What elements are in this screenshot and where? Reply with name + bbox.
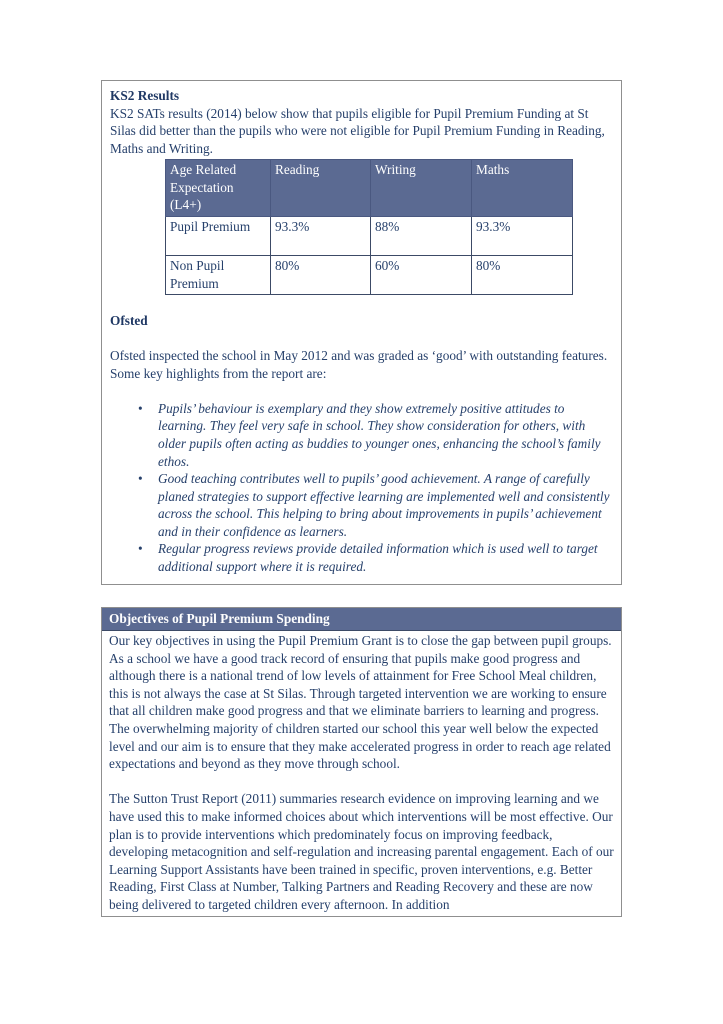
cell-maths: 93.3%: [472, 217, 573, 256]
table-row: [166, 256, 573, 295]
objectives-paragraph-2: The Sutton Trust Report (2011) summaries research evidence on improving learning and we have used this to make informed choices about which interventions will be most effective. Our plan is to provide interventions which predominately focus on improving feedback, developing metacognition and self-regulation and increasing parental engagement. Each of our Learning Support Assistants have been trained in specific, proven interventions, e.g. Better Reading, First Class at Number, Talking Partners and Reading Recovery and these are now being delivered to targeted children every afternoon. In addition: [109, 791, 614, 912]
paragraph-gap: [109, 773, 614, 791]
ks2-heading: KS2 Results: [110, 88, 180, 103]
list-item-text: Pupils’ behaviour is exemplary and they show extremely positive attitudes to learning. They feel very safe in school. They show consideration for others, with older pupils often acting as buddies to younger ones, enhancing the school’s family ethos.: [158, 400, 601, 469]
ofsted-bullets-spacer: [110, 382, 613, 400]
cell-row-label: Non Pupil Premium: [166, 256, 271, 295]
table-header-writing: Writing: [371, 160, 472, 217]
ofsted-intro-paragraph: Ofsted inspected the school in May 2012 and was graded as ‘good’ with outstanding features. Some key highlights from the report are:: [110, 347, 608, 381]
ks2-results-table: [165, 159, 573, 295]
table-header-maths: Maths: [472, 160, 573, 217]
table-header-row: [166, 160, 573, 217]
list-item-text: Good teaching contributes well to pupils’ good achievement. A range of carefully planed strategies to support effective learning are implemented well and consistently across the school. This helping to bring about improvements in pupils’ achievement and in their confidence as learners.: [158, 471, 610, 539]
cell-maths: 80%: [472, 256, 573, 295]
table-header-reading: Reading: [271, 160, 371, 217]
list-item: [110, 400, 613, 470]
objectives-paragraph-1: Our key objectives in using the Pupil Premium Grant is to close the gap between pupil groups. As a school we have a good track record of ensuring that pupils make good progress and although there is a national trend of low levels of attainment for Free School Meal children, this is not always the case at St Silas. Through targeted intervention we are working to ensure that all children make good progress and that we eliminate barriers to learning and progress. The overwhelming majority of children started our school this year well below the expected level and our aim is to ensure that they make accelerated progress in order to reach age related expectations and beyond as they move through school.: [109, 633, 612, 772]
list-item-text: Regular progress reviews provide detailed information which is used well to target additional support where it is required.: [158, 541, 598, 575]
ofsted-heading: Ofsted: [110, 312, 148, 328]
cell-writing: 88%: [371, 217, 472, 256]
section-spacer: [110, 295, 613, 313]
bullet-marker-icon: •: [138, 400, 143, 416]
objectives-section: [101, 607, 622, 917]
objectives-body: [102, 631, 621, 916]
ks2-results-section: [101, 80, 622, 585]
ofsted-spacer: [110, 329, 613, 347]
table-row: [166, 217, 573, 256]
cell-writing: 60%: [371, 256, 472, 295]
list-item: [110, 470, 613, 540]
ks2-intro-paragraph: KS2 SATs results (2014) below show that pupils eligible for Pupil Premium Funding at St Silas did better than the pupils who were not eligible for Pupil Premium Funding in Reading, Maths and Writing.: [110, 105, 605, 156]
objectives-title-bar: Objectives of Pupil Premium Spending: [102, 608, 621, 631]
cell-reading: 93.3%: [271, 217, 371, 256]
bullet-marker-icon: •: [138, 541, 143, 557]
list-item: [110, 540, 613, 575]
table-header-age-related-expectation: Age Related Expectation (L4+): [166, 160, 271, 217]
bullet-marker-icon: •: [138, 471, 143, 487]
ofsted-highlights-list: [110, 400, 613, 576]
cell-reading: 80%: [271, 256, 371, 295]
cell-row-label: Pupil Premium: [166, 217, 271, 256]
table-body: [166, 217, 573, 295]
ks2-table-wrapper: [110, 159, 613, 295]
table-header-row-group: [166, 160, 573, 217]
